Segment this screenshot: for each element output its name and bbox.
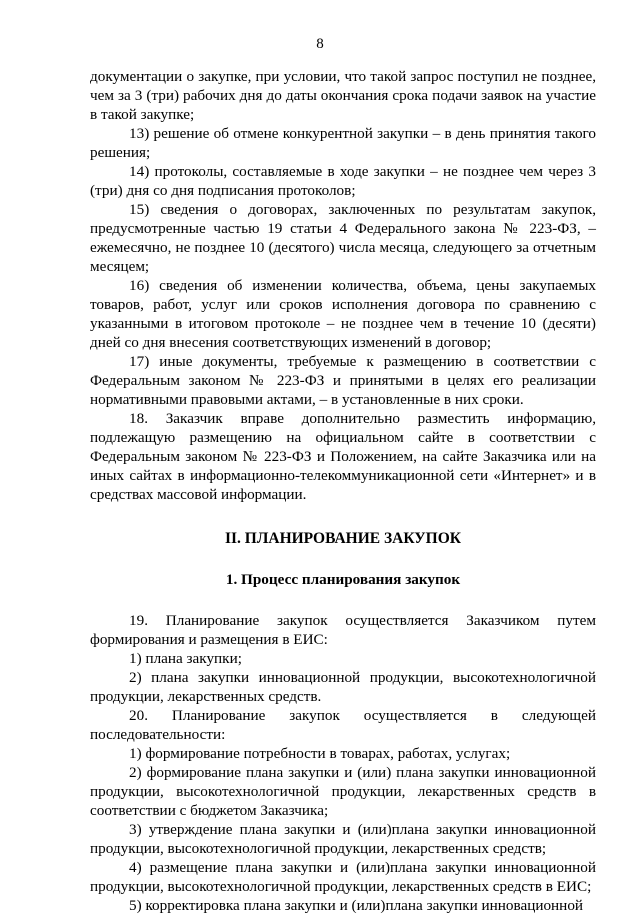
paragraph-clause-18: 18. Заказчик вправе дополнительно разместить информацию, подлежащую размещению на официальном сайте в соответствии с Федеральным законом № 223-ФЗ и Положением, на сайте Заказчика или на иных сайтах в информационно-телекоммуникационной сети «Интернет» и в средствах массовой информации. xyxy=(90,410,596,503)
list-item-step-1: 1) формирование потребности в товарах, работах, услугах; xyxy=(129,745,511,762)
page-number: 8 xyxy=(316,36,324,52)
paragraph-item-16: 16) сведения об изменении количества, объема, цены закупаемых товаров, работ, услуг или сроков исполнения договора по сравнению с указанными в итоговом протоколе – не позднее чем в течение 10 (десяти) дней со дня внесения соответствующих изменений в договор; xyxy=(90,277,596,351)
paragraph-item-17: 17) иные документы, требуемые к размещению в соответствии с Федеральным законом № 223-ФЗ и принятыми в целях его реализации нормативными правовыми актами, – в установленные в них сроки. xyxy=(90,353,596,408)
paragraph-clause-19: 19. Планирование закупок осуществляется Заказчиком путем формирования и размещения в ЕИС: xyxy=(90,612,596,648)
paragraph-clause-20: 20. Планирование закупок осуществляется в следующей последовательности: xyxy=(90,707,596,743)
list-item-step-2: 2) формирование плана закупки и (или) плана закупки инновационной продукции, высокотехнологичной продукции, лекарственных средств в соответствии с бюджетом Заказчика; xyxy=(90,764,596,819)
list-item-innovation-plan: 2) плана закупки инновационной продукции, высокотехнологичной продукции, лекарственных средств. xyxy=(90,669,596,705)
paragraph-item-13: 13) решение об отмене конкурентной закупки – в день принятия такого решения; xyxy=(90,125,596,161)
list-item-step-4: 4) размещение плана закупки и (или)плана закупки инновационной продукции, высокотехнологичной продукции, лекарственных средств в ЕИС; xyxy=(90,859,596,895)
list-item-step-5: 5) корректировка плана закупки и (или)плана закупки инновационной xyxy=(129,897,584,914)
paragraph-item-14: 14) протоколы, составляемые в ходе закупки – не позднее чем через 3 (три) дня со дня подписания протоколов; xyxy=(90,163,596,199)
document-body xyxy=(90,67,596,915)
paragraph-item-15: 15) сведения о договорах, заключенных по результатам закупок, предусмотренные частью 19 статьи 4 Федерального закона № 223-ФЗ, – ежемесячно, не позднее 10 (десятого) числа месяца, следующего за отчетным месяцем; xyxy=(90,201,596,275)
sub-heading: 1. Процесс планирования закупок xyxy=(225,571,461,588)
list-item-plan: 1) плана закупки; xyxy=(129,650,242,667)
paragraph-continuation: документации о закупке, при условии, что такой запрос поступил не позднее, чем за 3 (три) рабочих дня до даты окончания срока подачи заявок на участие в такой закупке; xyxy=(90,68,596,123)
list-item-step-3: 3) утверждение плана закупки и (или)плана закупки инновационной продукции, высокотехнологичной продукции, лекарственных средств; xyxy=(90,821,596,857)
section-heading: II. ПЛАНИРОВАНИЕ ЗАКУПОК xyxy=(224,530,462,547)
